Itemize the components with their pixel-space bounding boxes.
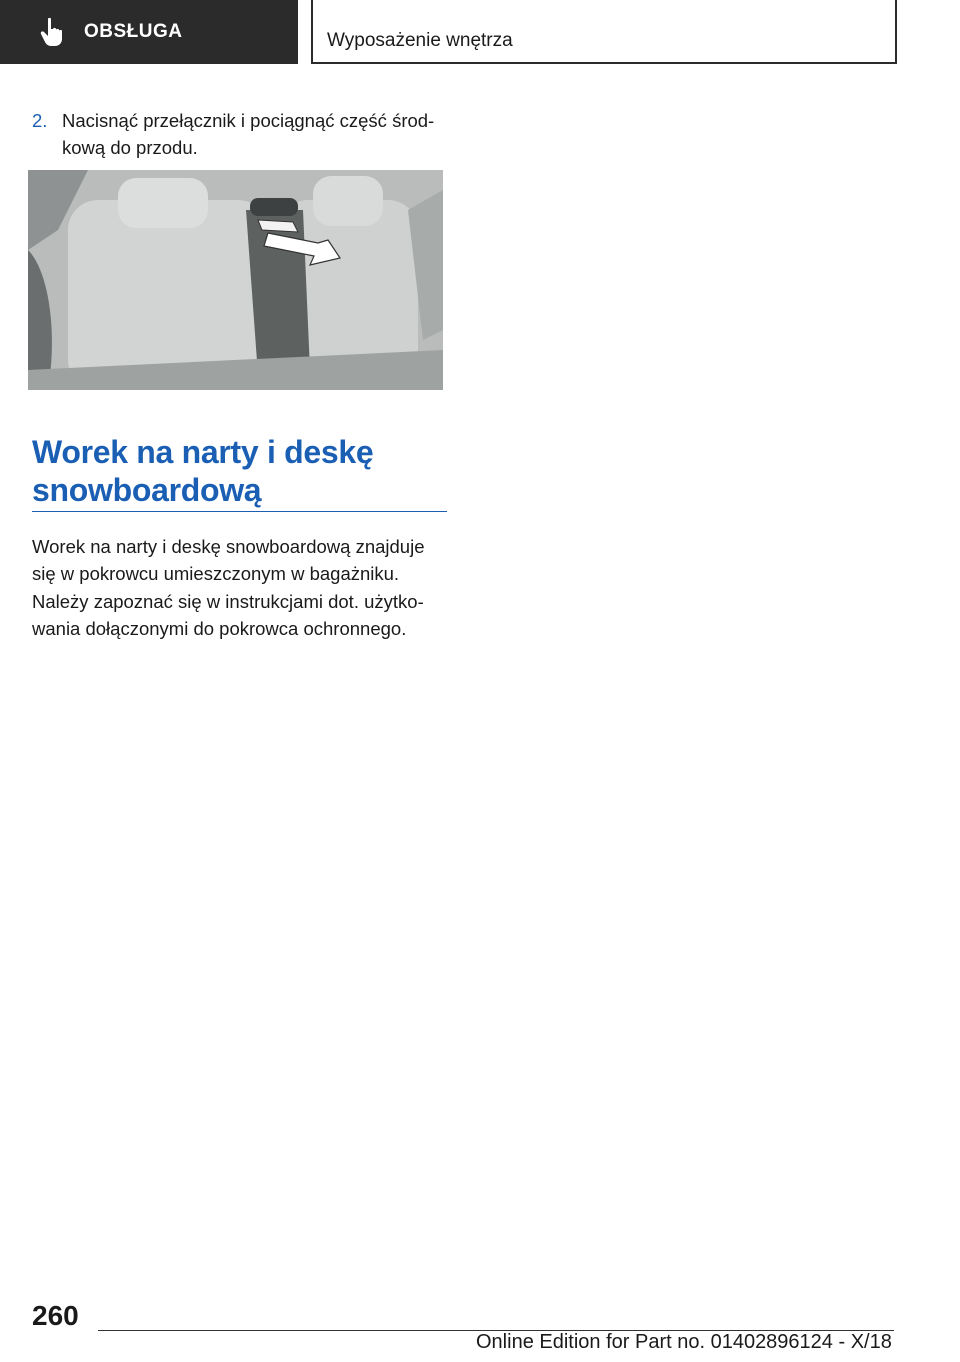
header-section-tab: [0, 0, 298, 64]
section-heading: Worek na narty i deskę snowboardową: [32, 434, 374, 508]
step-text: Nacisnąć przełącznik i pociągnąć część środ- kową do przodu.: [62, 110, 435, 158]
footer-edition: Online Edition for Part no. 01402896124 - X/18: [476, 1331, 892, 1353]
page-number: 260: [32, 1300, 79, 1331]
hand-pointer-icon: [40, 17, 66, 47]
header-chapter-box: [311, 0, 897, 64]
chapter-title: Wyposażenie wnętrza: [327, 30, 513, 51]
body-paragraph: Należy zapoznać się w instrukcjami dot. użytko- wania dołączonymi do pokrowca ochronnego.: [32, 591, 424, 639]
rear-seat-illustration: [28, 170, 443, 390]
heading-divider: [32, 511, 447, 512]
step-number: 2.: [32, 110, 48, 131]
instruction-step: [32, 107, 444, 161]
body-paragraph: Worek na narty i deskę snowboardową znajduje się w pokrowcu umieszczonym w bagażniku.: [32, 536, 425, 584]
section-label: OBSŁUGA: [84, 21, 183, 42]
